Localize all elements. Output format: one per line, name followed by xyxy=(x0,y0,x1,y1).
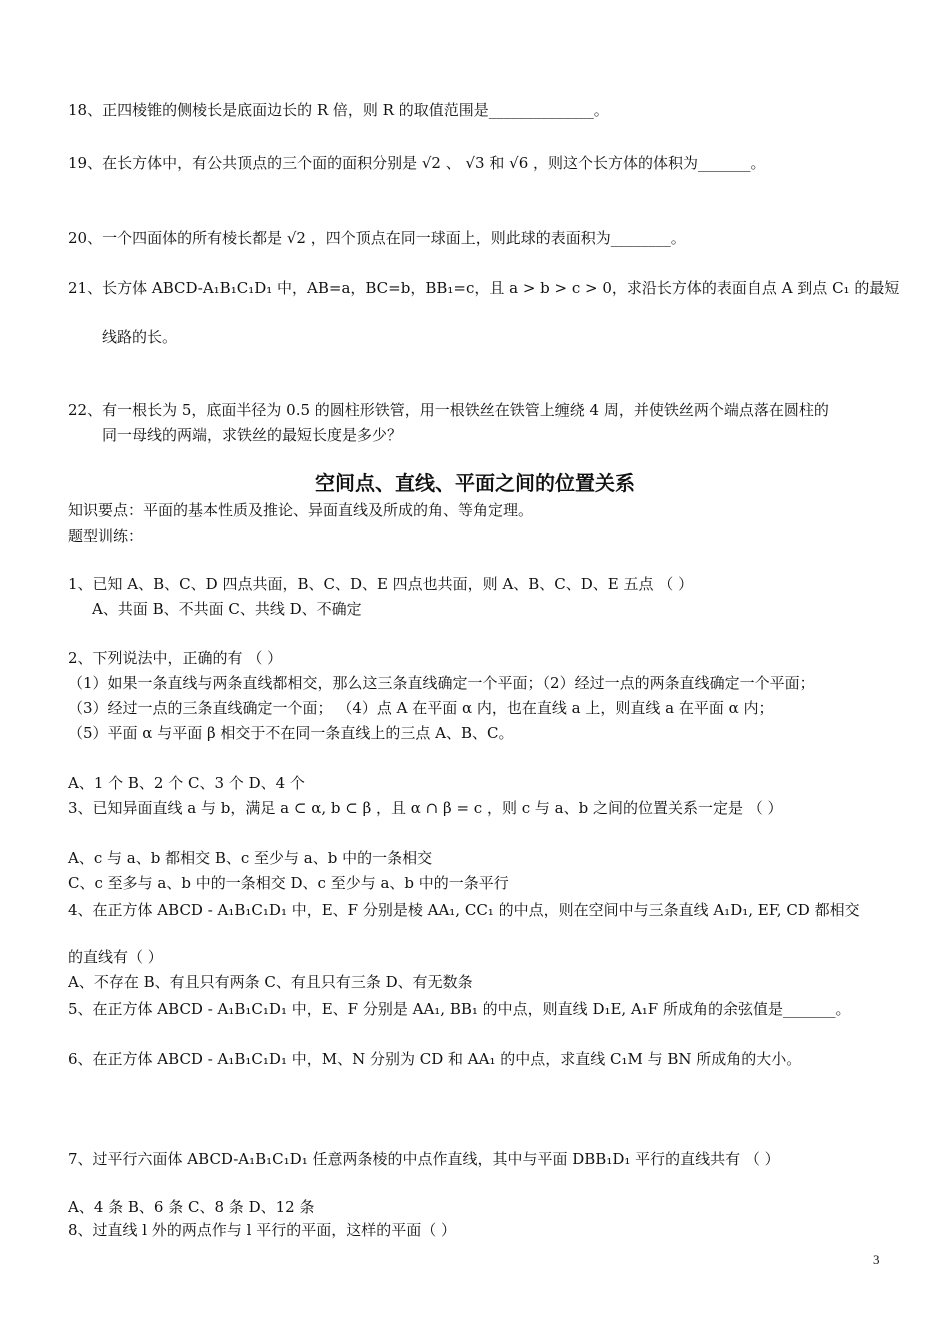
page-number: 3 xyxy=(873,1252,880,1267)
p1-options: A、共面 B、不共面 C、共线 D、不确定 xyxy=(92,600,362,618)
q19: 19、在长方体中，有公共顶点的三个面的面积分别是 √2 、 √3 和 √6 ，则这个长方体的体积为_______。 xyxy=(68,154,766,172)
p3-options-ab: A、c 与 a、b 都相交 B、c 至少与 a、b 中的一条相交 xyxy=(68,849,433,867)
p2-statement-1-2: （1）如果一条直线与两条直线都相交，那么这三条直线确定一个平面；（2）经过一点的两条直线确定一个平面； xyxy=(68,674,815,692)
knowledge-points: 知识要点：平面的基本性质及推论、异面直线及所成的角、等角定理。 xyxy=(68,501,534,519)
p3-options-cd: C、c 至多与 a、b 中的一条相交 D、c 至少与 a、b 中的一条平行 xyxy=(68,874,509,892)
exercise-heading: 题型训练： xyxy=(68,527,144,545)
p2-question: 2、下列说法中，正确的有 （ ） xyxy=(68,649,283,667)
q22-line2: 同一母线的两端，求铁丝的最短长度是多少？ xyxy=(102,426,403,444)
p1-question: 1、已知 A、B、C、D 四点共面，B、C、D、E 四点也共面，则 A、B、C、D、E 五点 （ ） xyxy=(68,575,694,593)
q21-line2: 线路的长。 xyxy=(102,328,178,346)
p8-question: 8、过直线 l 外的两点作与 l 平行的平面，这样的平面（ ） xyxy=(68,1221,456,1239)
p7-question: 7、过平行六面体 ABCD-A₁B₁C₁D₁ 任意两条棱的中点作直线，其中与平面 DBB₁D₁ 平行的直线共有 （ ） xyxy=(68,1150,780,1168)
p6-question: 6、在正方体 ABCD - A₁B₁C₁D₁ 中，M、N 分别为 CD 和 AA₁ 的中点，求直线 C₁M 与 BN 所成角的大小。 xyxy=(68,1050,802,1068)
p4-options: A、不存在 B、有且只有两条 C、有且只有三条 D、有无数条 xyxy=(68,973,473,991)
p2-options: A、1 个 B、2 个 C、3 个 D、4 个 xyxy=(68,774,305,792)
p7-options: A、4 条 B、6 条 C、8 条 D、12 条 xyxy=(68,1198,315,1216)
p4-question: 4、在正方体 ABCD - A₁B₁C₁D₁ 中，E、F 分别是棱 AA₁, CC₁ 的中点，则在空间中与三条直线 A₁D₁, EF, CD 都相交 xyxy=(68,901,860,919)
p4-question-cont: 的直线有（ ） xyxy=(68,948,163,966)
p5-question: 5、在正方体 ABCD - A₁B₁C₁D₁ 中，E、F 分别是 AA₁, BB₁ 的中点，则直线 D₁E, A₁F 所成角的余弦值是_______。 xyxy=(68,1000,851,1018)
p3-question: 3、已知异面直线 a 与 b，满足 a ⊂ α, b ⊂ β ，且 α ∩ β = c ，则 c 与 a、b 之间的位置关系一定是 （ ） xyxy=(68,799,783,817)
q22-line1: 22、有一根长为 5，底面半径为 0.5 的圆柱形铁管，用一根铁丝在铁管上缠绕 4 周，并使铁丝两个端点落在圆柱的 xyxy=(68,401,829,419)
q20: 20、一个四面体的所有棱长都是 √2 ，四个顶点在同一球面上，则此球的表面积为________。 xyxy=(68,229,686,247)
p2-statement-5: （5）平面 α 与平面 β 相交于不在同一条直线上的三点 A、B、C。 xyxy=(68,724,514,742)
q18: 18、正四棱锥的侧棱长是底面边长的 R 倍，则 R 的取值范围是______________。 xyxy=(68,101,609,119)
section-title: 空间点、直线、平面之间的位置关系 xyxy=(315,471,635,495)
q21-line1: 21、长方体 ABCD-A₁B₁C₁D₁ 中，AB=a，BC=b，BB₁=c，且 a > b > c > 0，求沿长方体的表面自点 A 到点 C₁ 的最短 xyxy=(68,279,900,297)
p2-statement-3-4: （3）经过一点的三条直线确定一个面； （4）点 A 在平面 α 内，也在直线 a 上，则直线 a 在平面 α 内； xyxy=(68,699,774,717)
